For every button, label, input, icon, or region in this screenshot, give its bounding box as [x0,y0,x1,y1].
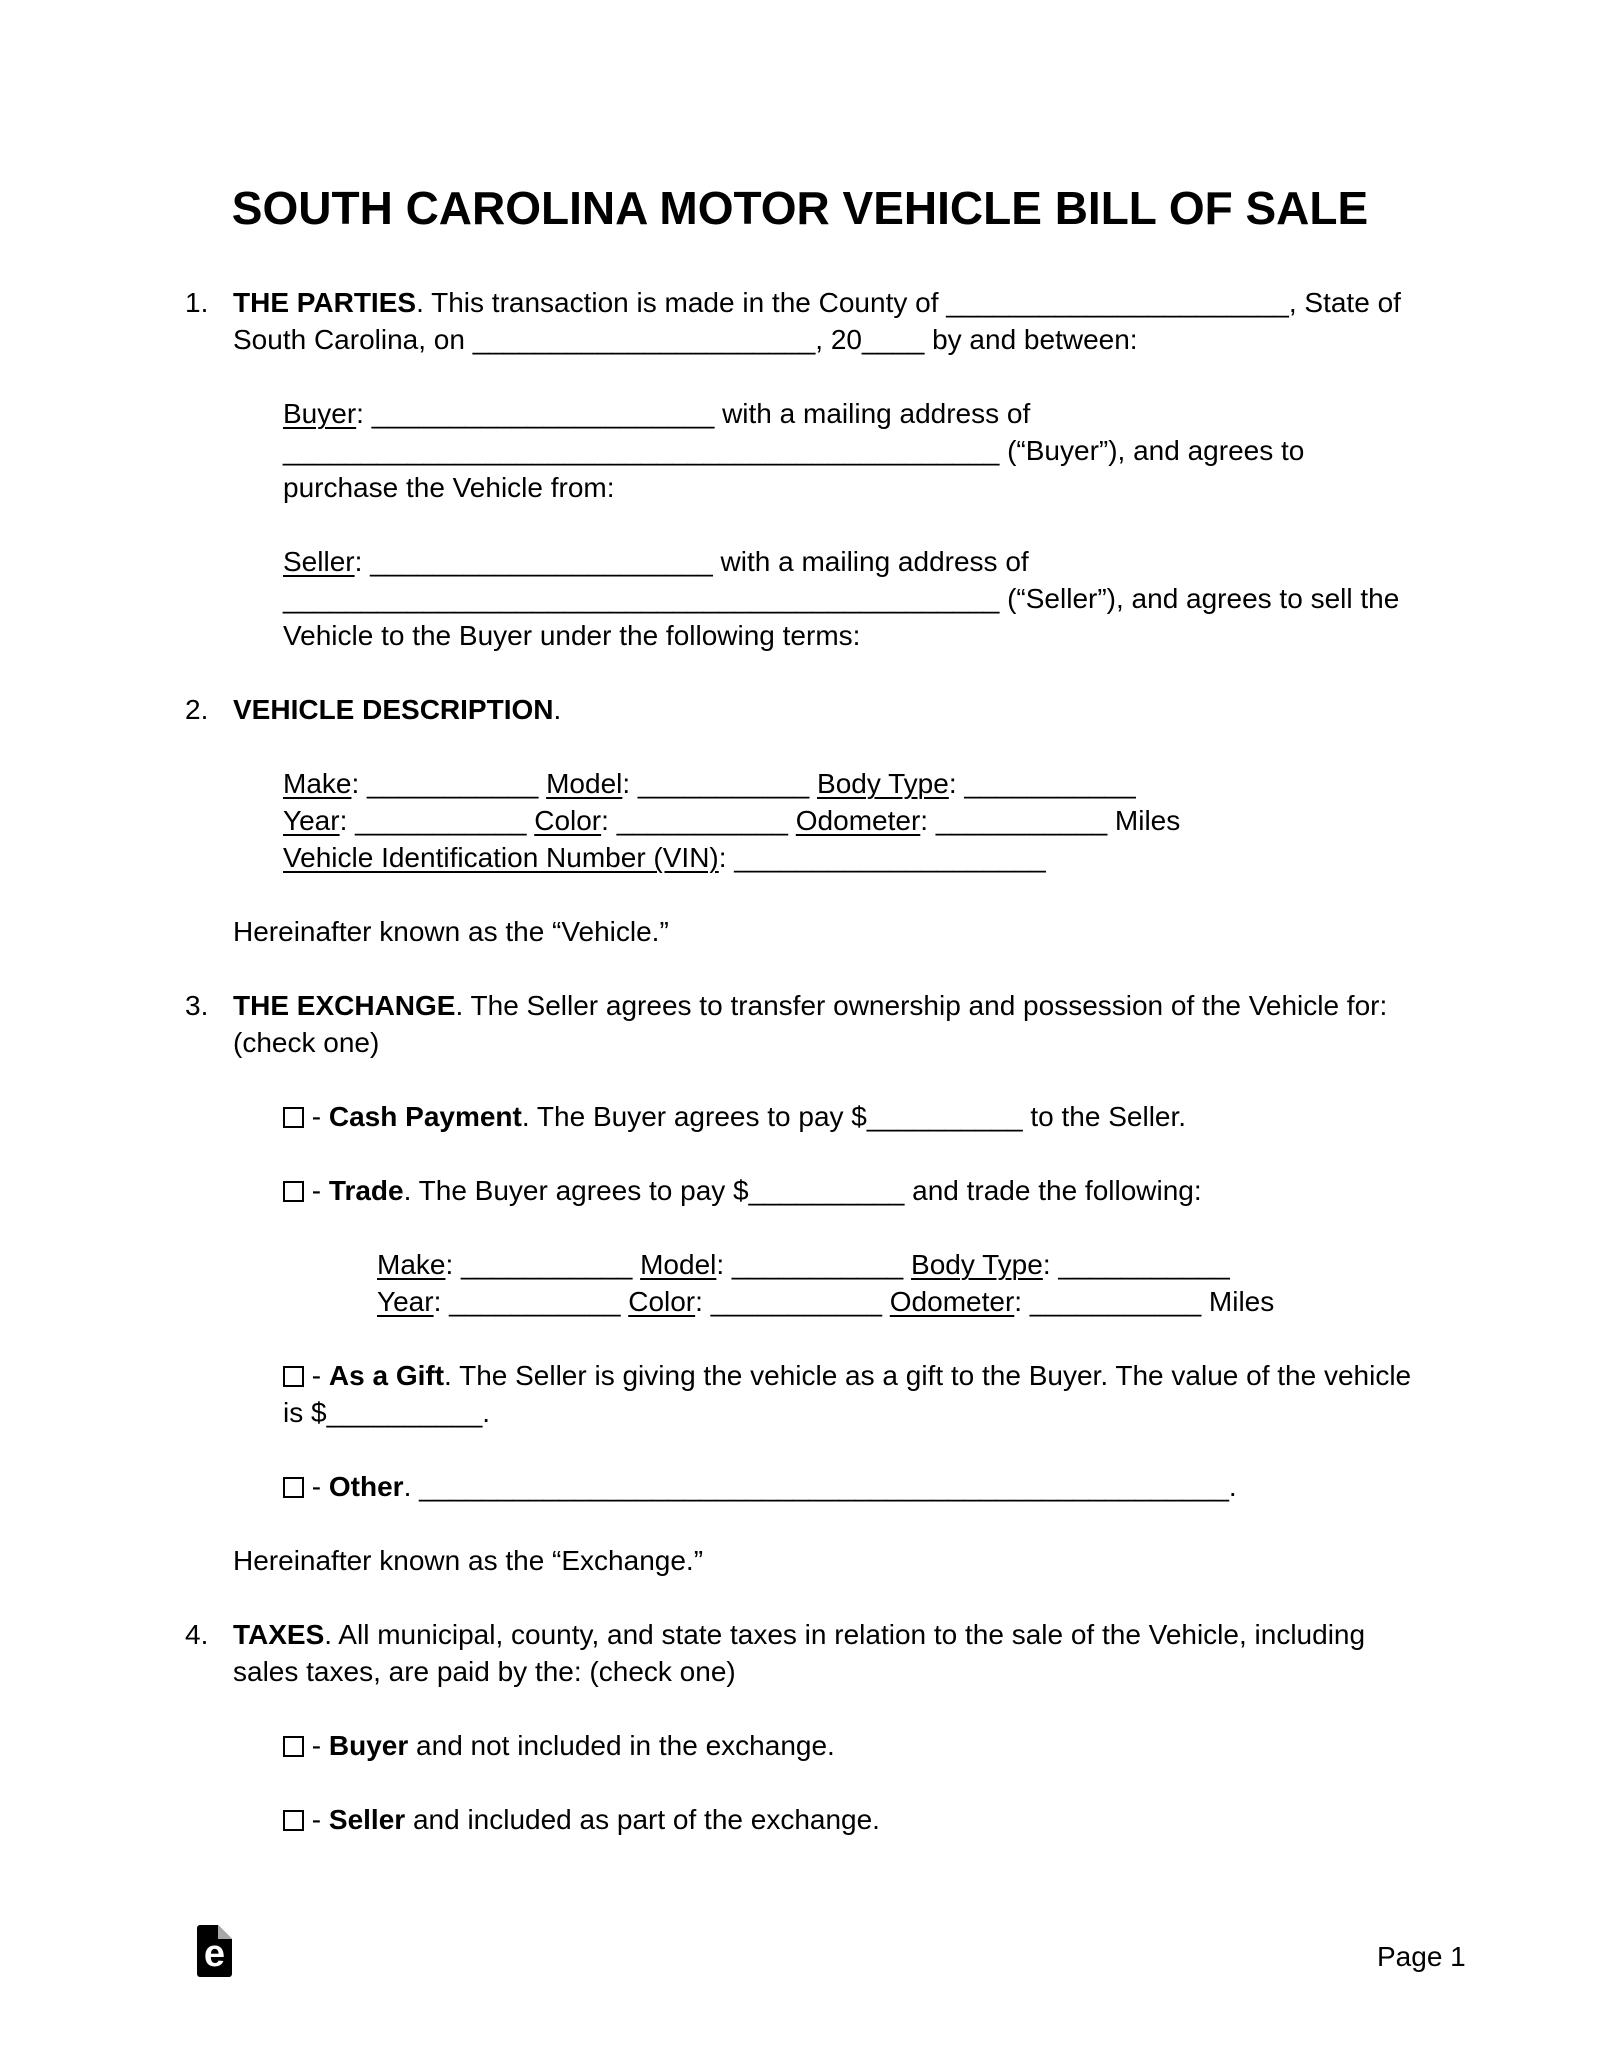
section-3-body [233,987,1415,1616]
taxes-seller-option [283,1801,1415,1838]
vin-line [283,839,1415,876]
text-segment: Body Type [817,768,949,799]
text-segment: Make [377,1249,446,1280]
section-4-number: 4. [185,1619,209,1650]
text-segment: Model [640,1249,717,1280]
text-segment: . ____________________________________________________. [403,1471,1237,1502]
text-segment: Seller [328,1804,406,1835]
trade-vehicle-fields-block [377,1246,1415,1320]
checkbox-icon [283,1181,304,1202]
text-segment: Model [546,768,623,799]
text-segment: Year [377,1286,434,1317]
section-2-number: 2. [185,694,209,725]
exchange-intro [233,987,1415,1061]
text-segment: Other [328,1471,404,1502]
text-segment: Seller [283,546,355,577]
parties-intro [233,284,1415,358]
section-3-the-exchange [185,987,1415,1616]
section-1-body [233,284,1415,691]
text-segment: : ___________ Miles [920,805,1181,836]
text-segment: THE PARTIES [233,287,417,318]
text-segment: : ___________ [695,1286,890,1317]
text-segment: . The Seller agrees to transfer ownership and possession of the Vehicle for: (check one) [233,990,1388,1058]
text-segment: Buyer [283,398,357,429]
text-segment: - [304,1360,329,1391]
checkbox-icon [283,1107,304,1128]
text-segment: Hereinafter known as the “Vehicle.” [233,916,669,947]
text-segment: . The Buyer agrees to pay $__________ to the Seller. [521,1101,1187,1132]
checkbox-icon [283,1366,304,1387]
text-segment: : ___________ Miles [1014,1286,1275,1317]
text-segment: . The Buyer agrees to pay $__________ and trade the following: [403,1175,1202,1206]
text-segment: - [304,1175,329,1206]
vehicle-fields-line-1 [283,765,1415,802]
checkbox-icon [283,1810,304,1831]
page-number: Page 1 [1377,1941,1466,1972]
text-segment: : ___________ [445,1249,641,1280]
taxes-intro [233,1616,1415,1690]
trade-option [283,1172,1415,1209]
seller-paragraph [283,543,1415,654]
vehicle-description-heading [233,691,1415,728]
section-3-number: 3. [185,990,209,1021]
vehicle-hereinafter-note [233,913,1415,950]
text-segment: Odometer [795,805,921,836]
trade-vehicle-fields-line-2 [377,1283,1415,1320]
text-segment: Make [283,768,352,799]
text-segment: Vehicle Identification Number (VIN) [283,842,719,873]
section-2-vehicle-description [185,691,1415,987]
text-segment: - [304,1804,329,1835]
checkbox-icon [283,1477,304,1498]
text-segment: . All municipal, county, and state taxes in relation to the sale of the Vehicle, including sales taxes, are paid by the: (check one) [233,1619,1366,1687]
text-segment: . This transaction is made in the County of ______________________, State of South Carolina, on ______________________, 20____ by and between: [233,287,1401,355]
vehicle-fields-line-2 [283,802,1415,839]
text-segment: : ___________ [351,768,547,799]
text-segment: Year [283,805,340,836]
gift-option [283,1357,1415,1431]
text-segment: : ___________ [948,768,1136,799]
text-segment: . The Seller is giving the vehicle as a gift to the Buyer. The value of the vehicle is $__________. [283,1360,1412,1428]
taxes-buyer-option [283,1727,1415,1764]
checkbox-icon [283,1736,304,1757]
text-segment: Color [628,1286,696,1317]
page-title: SOUTH CAROLINA MOTOR VEHICLE BILL OF SALE [231,182,1369,234]
text-segment: : ___________ [601,805,796,836]
trade-vehicle-fields-line-1 [377,1246,1415,1283]
eforms-logo [197,1925,232,1977]
section-1-number: 1. [185,287,209,318]
vehicle-fields-block [283,765,1415,876]
text-segment: - [304,1730,329,1761]
text-segment: : ____________________ [718,842,1046,873]
section-4-body [233,1616,1415,1875]
cash-payment-option [283,1098,1415,1135]
logo-letter: e [203,1933,226,1975]
text-segment: - [304,1101,329,1132]
text-segment: : ___________ [1042,1249,1230,1280]
text-segment: Body Type [911,1249,1043,1280]
text-segment: THE EXCHANGE [233,990,456,1021]
section-1-the-parties [185,284,1415,691]
text-segment: Buyer [328,1730,409,1761]
text-segment: : ______________________ with a mailing address of ______________________________________________ (“Seller”), and agrees to sell the Vehicle to the Buyer under the following terms: [283,546,1400,651]
text-segment: Cash Payment [328,1101,522,1132]
text-segment: Odometer [889,1286,1015,1317]
text-segment: TAXES [233,1619,325,1650]
text-segment: Color [534,805,602,836]
text-segment: - [304,1471,329,1502]
other-option [283,1468,1415,1505]
text-segment: Trade [328,1175,404,1206]
text-segment: : ___________ [433,1286,629,1317]
text-segment: . [553,694,562,725]
text-segment: : ___________ [622,768,818,799]
section-4-taxes [185,1616,1415,1875]
text-segment: and not included in the exchange. [408,1730,835,1761]
text-segment: and included as part of the exchange. [405,1804,880,1835]
text-segment: : ______________________ with a mailing address of ______________________________________________ (“Buyer”), and agrees to purchase the Vehicle from: [283,398,1305,503]
text-segment: : ___________ [339,805,535,836]
text-segment: Hereinafter known as the “Exchange.” [233,1545,704,1576]
text-segment: : ___________ [716,1249,912,1280]
exchange-hereinafter-note [233,1542,1415,1579]
section-2-body [233,691,1415,987]
buyer-paragraph [283,395,1415,506]
text-segment: As a Gift [328,1360,445,1391]
text-segment: VEHICLE DESCRIPTION [233,694,554,725]
